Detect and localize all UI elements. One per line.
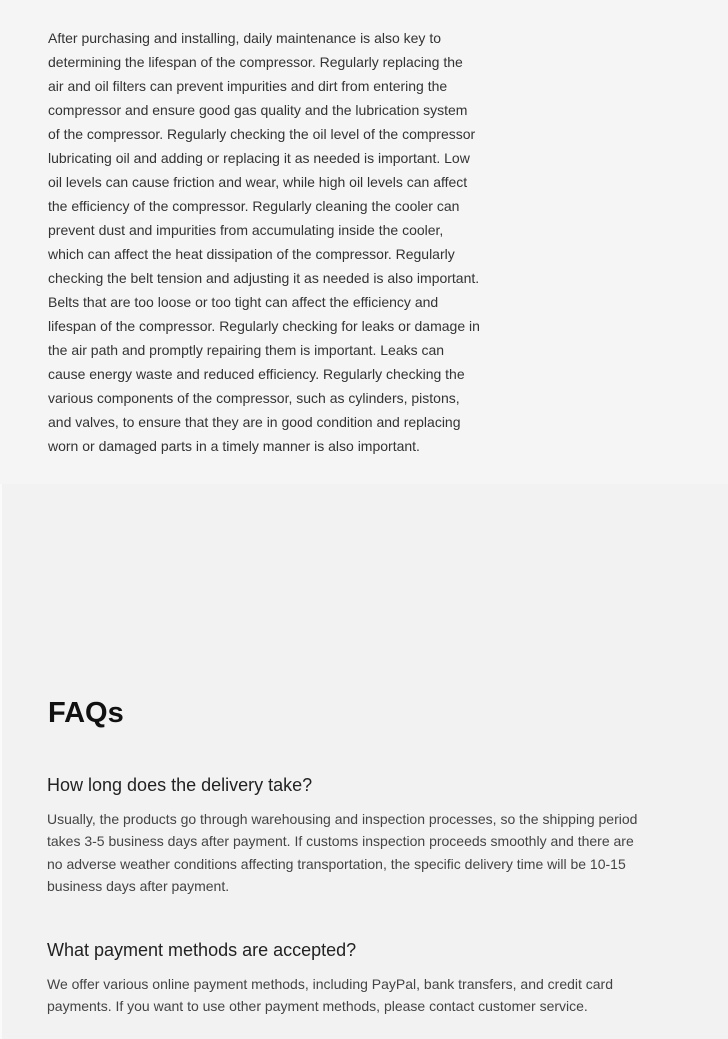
maintenance-section: [0, 0, 728, 484]
faq-answer: Usually, the products go through warehousing and inspection processes, so the shipping period takes 3-5 business days after payment. If customs inspection proceeds smoothly and there are no adverse weather conditions affecting transportation, the specific delivery time will be 10-15 business days after payment.: [47, 811, 638, 895]
faq-item-payment: [47, 937, 647, 1018]
faq-answer: We offer various online payment methods, including PayPal, bank transfers, and credit card payments. If you want to use other payment methods, please contact customer service.: [47, 976, 614, 1015]
maintenance-paragraph: After purchasing and installing, daily maintenance is also key to determining the lifespan of the compressor. Regularly replacing the air and oil filters can prevent impurities and dirt from entering the compressor and ensure good gas quality and the lubrication system of the compressor. Regularly checking the oil level of the compressor lubricating oil and adding or replacing it as needed is important. Low oil levels can cause friction and wear, while high oil levels can affect the efficiency of the compressor. Regularly cleaning the cooler can prevent dust and impurities from accumulating inside the cooler, which can affect the heat dissipation of the compressor. Regularly checking the belt tension and adjusting it as needed is also important. Belts that are too loose or too tight can affect the efficiency and lifespan of the compressor. Regularly checking for leaks or damage in the air path and promptly repairing them is important. Leaks can cause energy waste and reduced efficiency. Regularly checking the various components of the compressor, such as cylinders, pistons, and valves, to ensure that they are in good condition and replacing worn or damaged parts in a timely manner is also important.: [48, 30, 480, 454]
faq-question: How long does the delivery take?: [47, 775, 313, 795]
faq-heading: FAQs: [48, 697, 124, 729]
faq-question: What payment methods are accepted?: [47, 940, 357, 960]
faq-item-delivery: [47, 772, 647, 898]
